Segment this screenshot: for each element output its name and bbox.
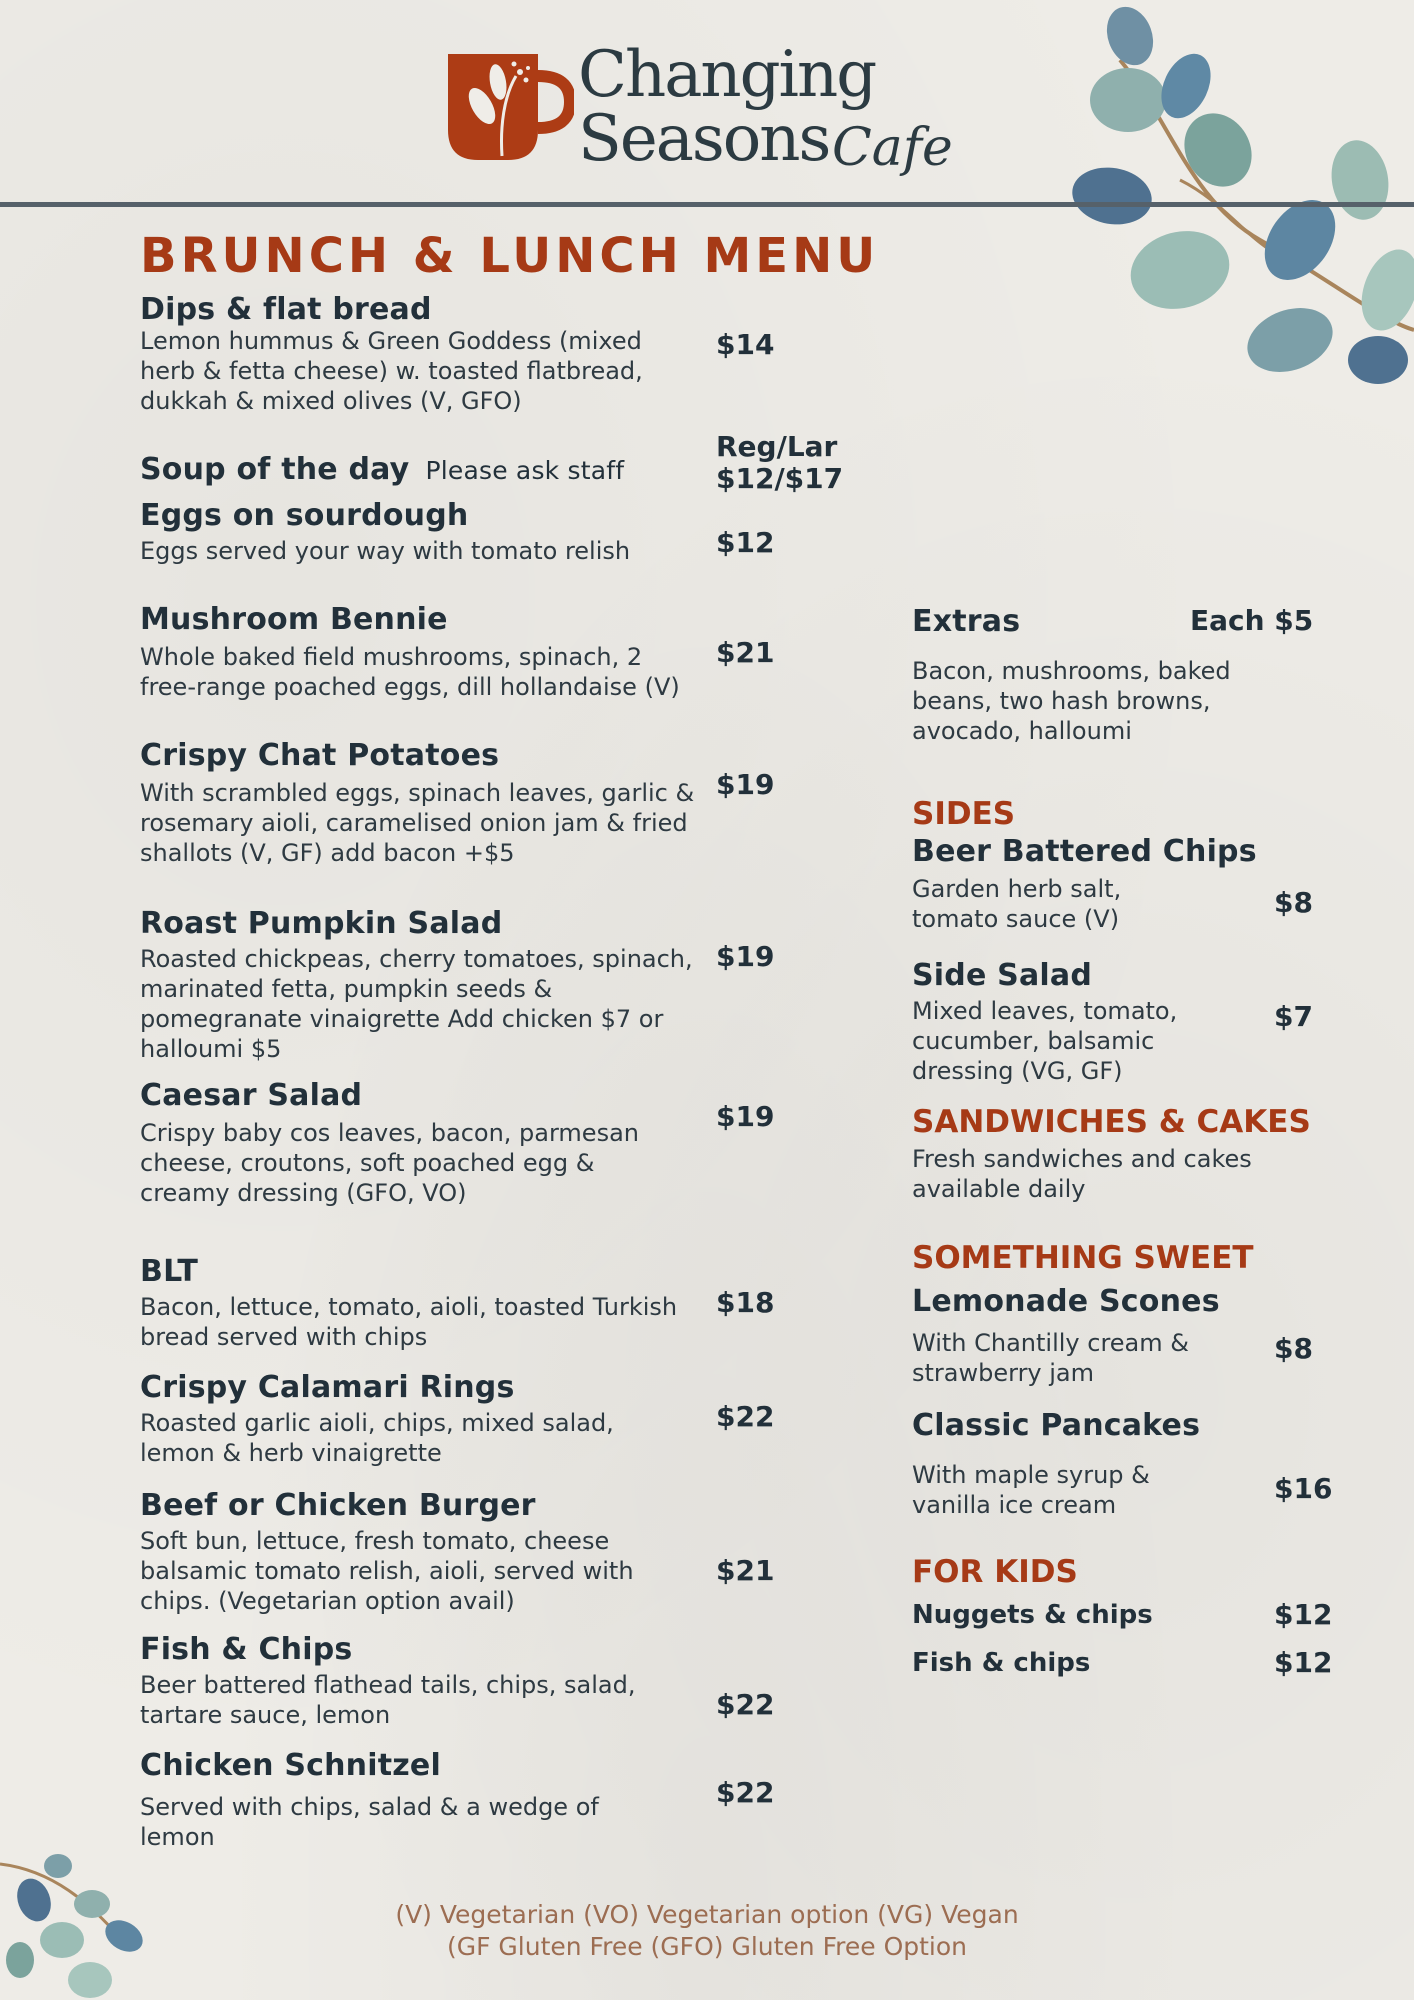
extras-title: Extras — [912, 604, 1021, 639]
item-price: $14 — [716, 328, 775, 361]
item-price: $12 — [1274, 1646, 1333, 1679]
item-name: Side Salad — [912, 958, 1093, 993]
item-name: Beef or Chicken Burger — [140, 1488, 536, 1523]
header-divider — [0, 202, 1414, 207]
item-name: Fish & Chips — [140, 1632, 353, 1667]
item-description: Served with chips, salad & a wedge of lemon — [140, 1793, 599, 1851]
section-heading-kids: FOR KIDS — [912, 1554, 1078, 1590]
dietary-legend-line2: (GF Gluten Free (GFO) Gluten Free Option — [446, 1932, 968, 1961]
coffee-cup-logo-icon — [442, 46, 574, 164]
menu-title: BRUNCH & LUNCH MENU — [140, 228, 880, 284]
item-price: $22 — [716, 1400, 775, 1433]
item-price: $8 — [1274, 1332, 1313, 1365]
item-description: Garden herb salt, tomato sauce (V) — [912, 875, 1122, 933]
item-price: $8 — [1274, 886, 1313, 919]
item-description: Roasted garlic aioli, chips, mixed salad, lemon & herb vinaigrette — [140, 1409, 614, 1467]
cafe-logo — [440, 38, 953, 178]
item-name: Fish & chips — [912, 1648, 1091, 1678]
item-description: Soft bun, lettuce, fresh tomato, cheese balsamic tomato relish, aioli, served with chips. (Vegetarian option avail) — [140, 1527, 634, 1615]
brand-name-line1: Changing — [578, 38, 876, 112]
item-price: $22 — [716, 1776, 775, 1809]
item-name: Crispy Calamari Rings — [140, 1370, 515, 1405]
item-description: Mixed leaves, tomato, cucumber, balsamic dressing (VG, GF) — [912, 997, 1178, 1085]
item-name: BLT — [140, 1254, 199, 1289]
item-name: Dips & flat bread — [140, 292, 432, 327]
item-description: Bacon, lettuce, tomato, aioli, toasted Turkish bread served with chips — [140, 1293, 678, 1351]
item-name: Soup of the day Please ask staff — [140, 452, 625, 487]
item-price: $21 — [716, 1554, 775, 1587]
item-price: $12 — [1274, 1598, 1333, 1631]
item-description: Lemon hummus & Green Goddess (mixed herb & fetta cheese) w. toasted flatbread, dukkah & mixed olives (V, GFO) — [140, 327, 643, 415]
extras-description: Bacon, mushrooms, baked beans, two hash browns, avocado, halloumi — [912, 657, 1231, 745]
item-price: $19 — [716, 768, 775, 801]
item-price: $21 — [716, 636, 775, 669]
item-description: Beer battered flathead tails, chips, salad, tartare sauce, lemon — [140, 1671, 636, 1729]
item-description: With scrambled eggs, spinach leaves, garlic & rosemary aioli, caramelised onion jam & fried shallots (V, GF) add bacon +$5 — [140, 779, 695, 867]
item-description: With maple syrup & vanilla ice cream — [912, 1461, 1150, 1519]
item-name: Lemonade Scones — [912, 1284, 1220, 1319]
dietary-legend-line1: (V) Vegetarian (VO) Vegetarian option (VG) Vegan — [395, 1900, 1019, 1929]
item-name: Chicken Schnitzel — [140, 1748, 441, 1783]
item-price: $12/$17 — [716, 462, 844, 495]
item-price: $16 — [1274, 1472, 1333, 1505]
item-name: Eggs on sourdough — [140, 498, 469, 533]
eucalyptus-leaves-decoration — [1060, 0, 1414, 400]
item-price: $7 — [1274, 1000, 1313, 1033]
section-heading-sandwiches: SANDWICHES & CAKES — [912, 1104, 1311, 1140]
item-name: Crispy Chat Potatoes — [140, 738, 500, 773]
soup-note: Please ask staff — [425, 456, 625, 485]
item-description: Whole baked field mushrooms, spinach, 2 free-range poached eggs, dill hollandaise (V) — [140, 643, 680, 701]
section-heading-sweet: SOMETHING SWEET — [912, 1240, 1254, 1276]
sandwiches-description: Fresh sandwiches and cakes available daily — [912, 1145, 1252, 1203]
brand-cafe-script: Cafe — [832, 118, 953, 178]
item-name: Beer Battered Chips — [912, 834, 1257, 869]
item-price: $19 — [716, 940, 775, 973]
item-name: Roast Pumpkin Salad — [140, 906, 503, 941]
item-description: Crispy baby cos leaves, bacon, parmesan cheese, croutons, soft poached egg & creamy dressing (GFO, VO) — [140, 1119, 639, 1207]
item-name: Nuggets & chips — [912, 1600, 1153, 1630]
item-description: With Chantilly cream & strawberry jam — [912, 1329, 1189, 1387]
section-heading-sides: SIDES — [912, 796, 1016, 832]
item-name: Classic Pancakes — [912, 1408, 1201, 1443]
item-price: $12 — [716, 526, 775, 559]
item-name: Caesar Salad — [140, 1078, 363, 1113]
item-description: Roasted chickpeas, cherry tomatoes, spinach, marinated fetta, pumpkin seeds & pomegranate vinaigrette Add chicken $7 or halloumi $5 — [140, 945, 693, 1063]
item-description: Eggs served your way with tomato relish — [140, 537, 631, 565]
item-name: Mushroom Bennie — [140, 602, 448, 637]
item-price: $19 — [716, 1100, 775, 1133]
item-price: $22 — [716, 1688, 775, 1721]
item-price: $18 — [716, 1286, 775, 1319]
extras-price: Each $5 — [1190, 604, 1314, 637]
item-price-size-label: Reg/Lar — [716, 430, 838, 463]
brand-name-line2: Seasons — [578, 102, 830, 176]
